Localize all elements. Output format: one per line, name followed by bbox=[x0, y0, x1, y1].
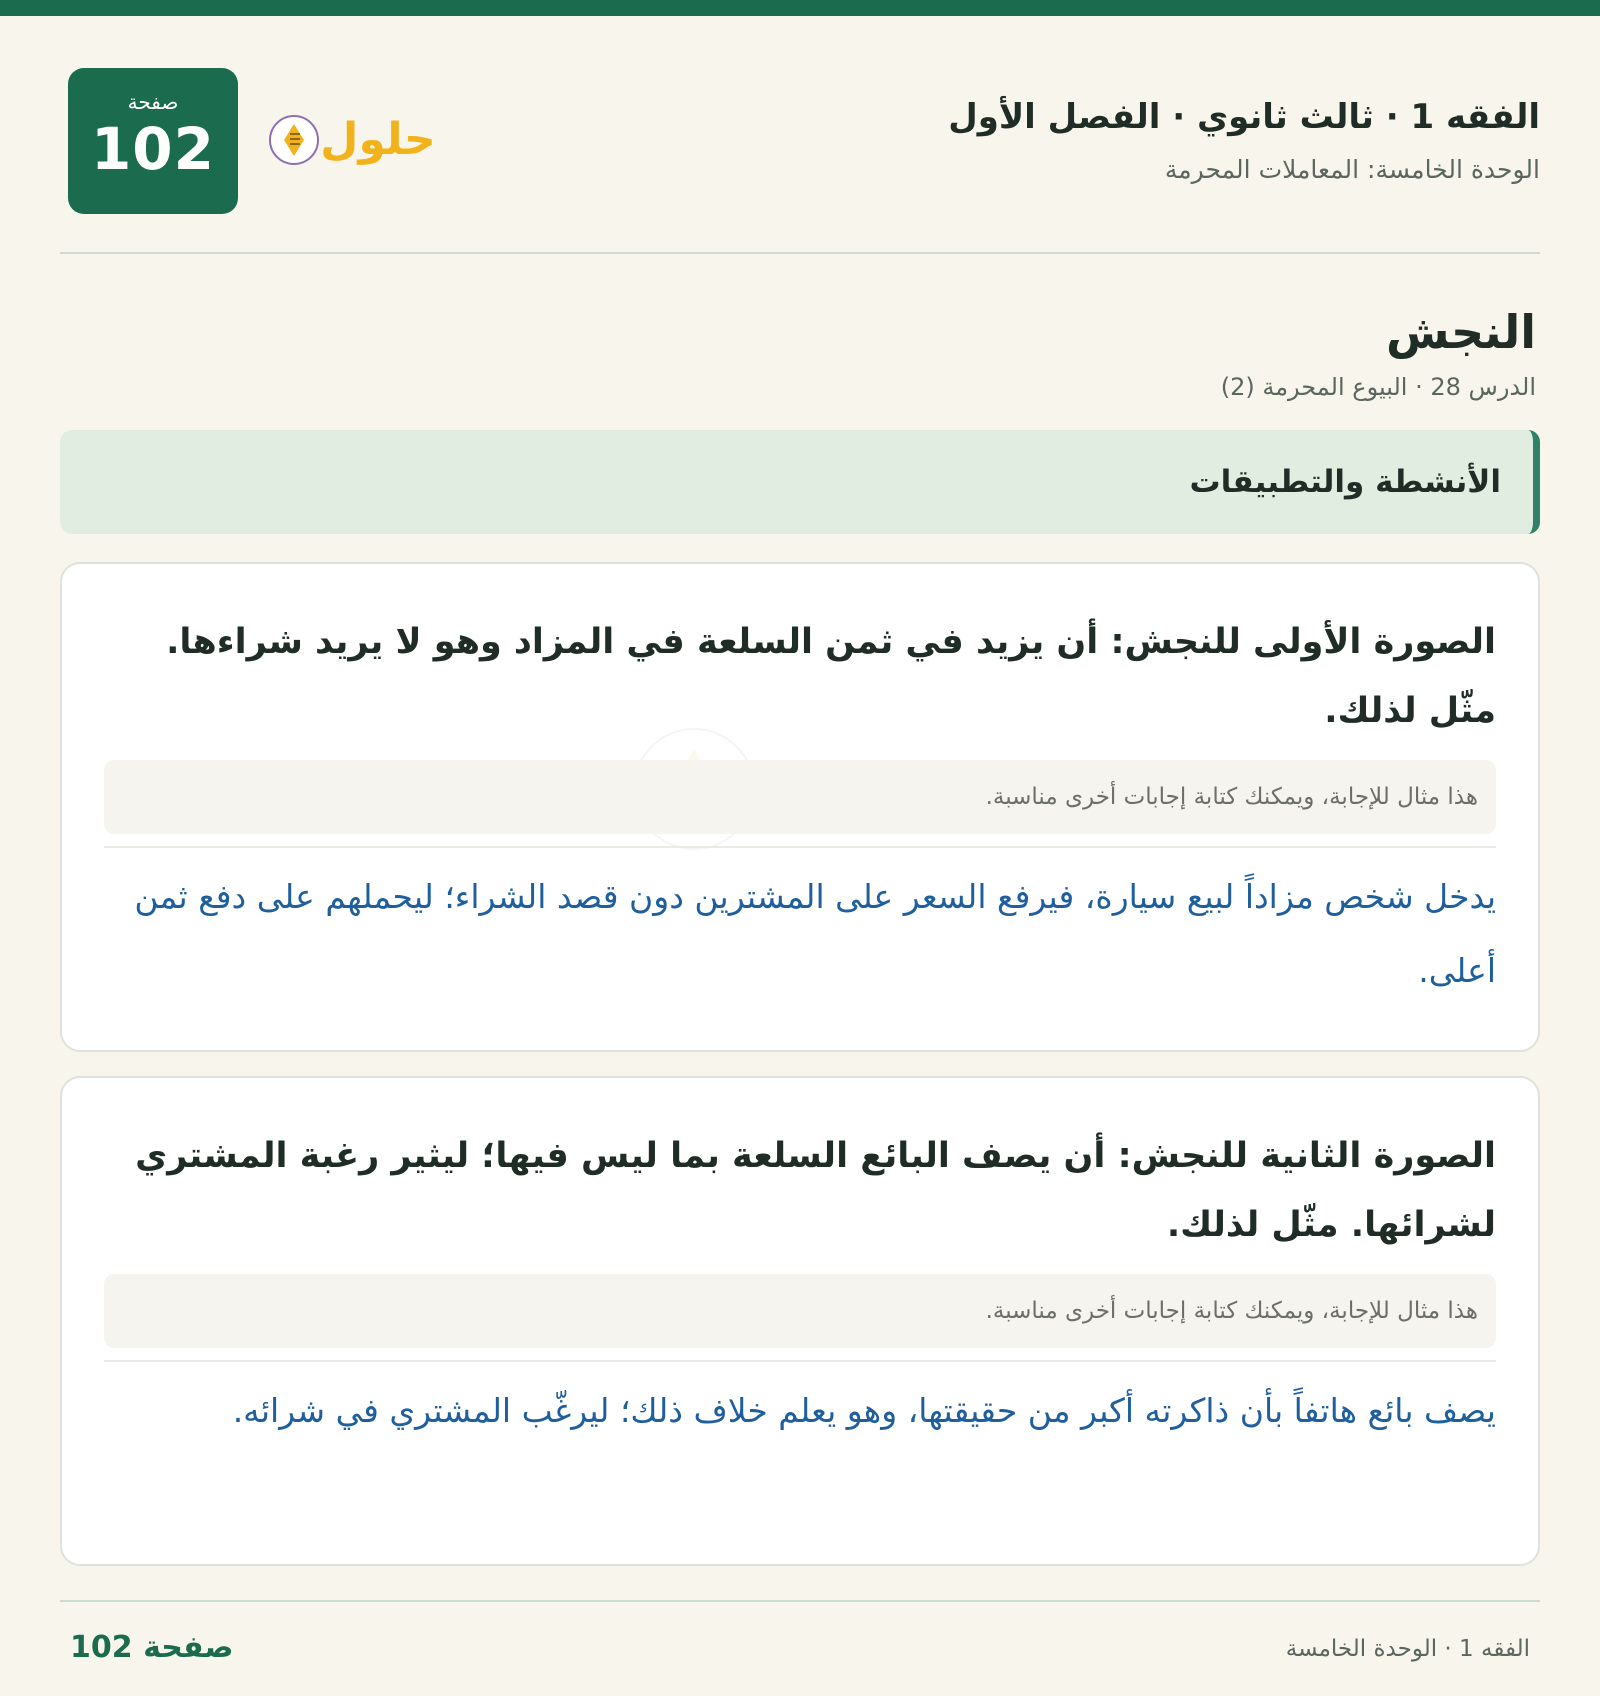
lesson-title: النجش bbox=[1386, 305, 1536, 359]
unit-title: الوحدة الخامسة: المعاملات المحرمة bbox=[1164, 155, 1540, 184]
divider bbox=[104, 1360, 1496, 1362]
page-badge-label: صفحة bbox=[127, 90, 179, 114]
hulul-logo-icon bbox=[266, 102, 442, 174]
lesson-subtitle: الدرس 28 · البيوع المحرمة (2) bbox=[1220, 373, 1536, 401]
answer-note bbox=[104, 1274, 1496, 1348]
answer-text: يدخل شخص مزاداً لبيع سيارة، فيرفع السعر على المشترين دون قصد الشراء؛ ليحملهم على دفع ثمن أعلى. bbox=[134, 877, 1496, 990]
footer-page-number: صفحة 102 bbox=[70, 1630, 234, 1665]
page bbox=[60, 16, 1540, 1566]
answer-note bbox=[104, 760, 1496, 834]
footer-book-unit: الفقه 1 · الوحدة الخامسة bbox=[1285, 1636, 1530, 1662]
question-card-1 bbox=[60, 562, 1540, 1052]
top-accent-bar bbox=[0, 0, 1600, 16]
page-badge bbox=[68, 68, 238, 214]
logo-text: حلول bbox=[320, 114, 436, 165]
page-footer bbox=[60, 1600, 1540, 1692]
answer-text: يصف بائع هاتفاً بأن ذاكرته أكبر من حقيقتها، وهو يعلم خلاف ذلك؛ ليرغّب المشتري في شرائه. bbox=[232, 1391, 1496, 1430]
book-title: الفقه 1 · ثالث ثانوي · الفصل الأول bbox=[948, 97, 1540, 137]
section-title: الأنشطة والتطبيقات bbox=[1189, 464, 1501, 500]
divider bbox=[104, 846, 1496, 848]
question-text: الصورة الثانية للنجش: أن يصف البائع السلعة بما ليس فيها؛ ليثير رغبة المشتري لشرائها. مثّل لذلك. bbox=[135, 1136, 1496, 1245]
page-header bbox=[60, 16, 1540, 254]
lesson-heading bbox=[60, 254, 1540, 430]
section-banner bbox=[60, 430, 1540, 534]
page-badge-number: 102 bbox=[90, 115, 216, 183]
answer-note-text: هذا مثال للإجابة، ويمكنك كتابة إجابات أخرى مناسبة. bbox=[985, 1298, 1478, 1324]
answer-note-text: هذا مثال للإجابة، ويمكنك كتابة إجابات أخرى مناسبة. bbox=[985, 784, 1478, 810]
header-text bbox=[948, 94, 1540, 186]
question-card-2 bbox=[60, 1076, 1540, 1566]
question-text: الصورة الأولى للنجش: أن يزيد في ثمن السلعة في المزاد وهو لا يريد شراءها. مثّل لذلك. bbox=[166, 622, 1496, 731]
